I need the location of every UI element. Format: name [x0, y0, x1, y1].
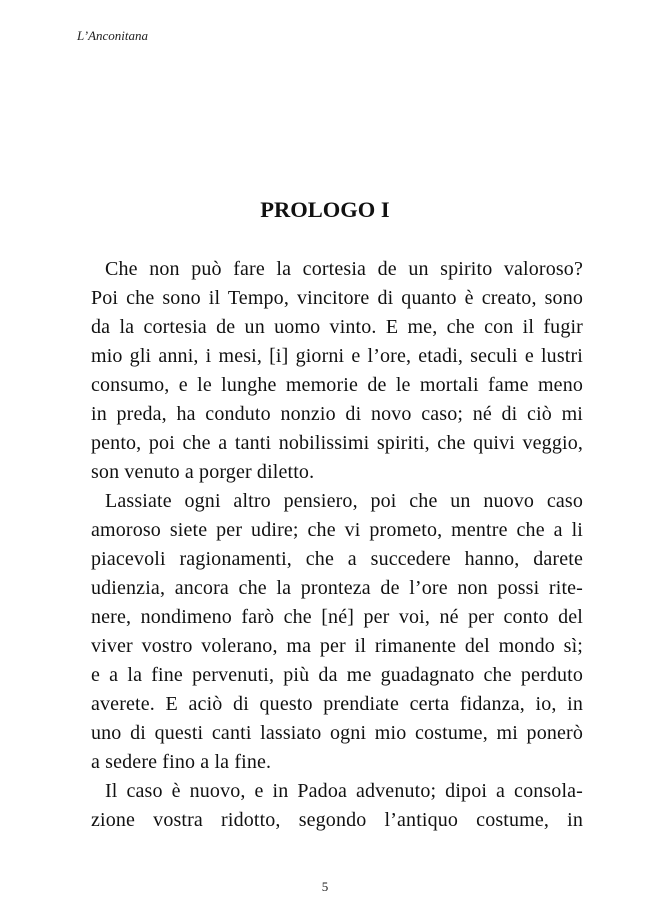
text-line: mio gli anni, i mesi, [i] giorni e l’ore, etadi, seculi e lustri — [91, 345, 583, 367]
text-line: Il caso è nuovo, e in Padoa advenuto; dipoi a consola- — [105, 780, 583, 802]
paragraph — [77, 255, 583, 487]
text-line: Lassiate ogni altro pensiero, poi che un nuovo caso — [105, 490, 583, 512]
text-line: consumo, e le lunghe memorie de le mortali fame meno — [91, 374, 583, 396]
paragraph — [77, 777, 583, 835]
text-line: zione vostra ridotto, segondo l’antiquo costume, in — [91, 809, 583, 831]
text-line: da la cortesia de un uomo vinto. E me, che con il fugir — [91, 316, 583, 338]
text-line: in preda, ha conduto nonzio di novo caso; né di ciò mi — [91, 403, 583, 425]
text-line: uno di questi canti lassiato ogni mio costume, mi ponerò — [91, 722, 583, 744]
body-text — [77, 255, 583, 835]
paragraph — [77, 487, 583, 777]
running-head: L’Anconitana — [77, 28, 149, 43]
text-line: son venuto a porger diletto. — [91, 461, 315, 483]
text-line: nere, nondimeno farò che [né] per voi, né per conto del — [91, 606, 583, 628]
text-line: piacevoli ragionamenti, che a succedere hanno, darete — [91, 548, 583, 570]
text-line: a sedere fino a la fine. — [91, 751, 272, 773]
text-line: Che non può fare la cortesia de un spirito valoroso? — [105, 258, 583, 280]
section-title: PROLOGO I — [260, 197, 390, 222]
text-line: Poi che sono il Tempo, vincitore di quanto è creato, sono — [91, 287, 583, 309]
page-number: 5 — [321, 879, 329, 894]
text-line: udienzia, ancora che la pronteza de l’ore non possi rite- — [91, 577, 583, 599]
text-line: amoroso siete per udire; che vi prometo, mentre che a li — [91, 519, 583, 541]
text-line: pento, poi che a tanti nobilissimi spiriti, che quivi veggio, — [91, 432, 583, 454]
text-line: averete. E aciò di questo prendiate certa fidanza, io, in — [91, 693, 583, 715]
text-line: e a la fine pervenuti, più da me guadagnato che perduto — [91, 664, 583, 686]
text-line: viver vostro volerano, ma per il rimanente del mondo sì; — [91, 635, 583, 657]
